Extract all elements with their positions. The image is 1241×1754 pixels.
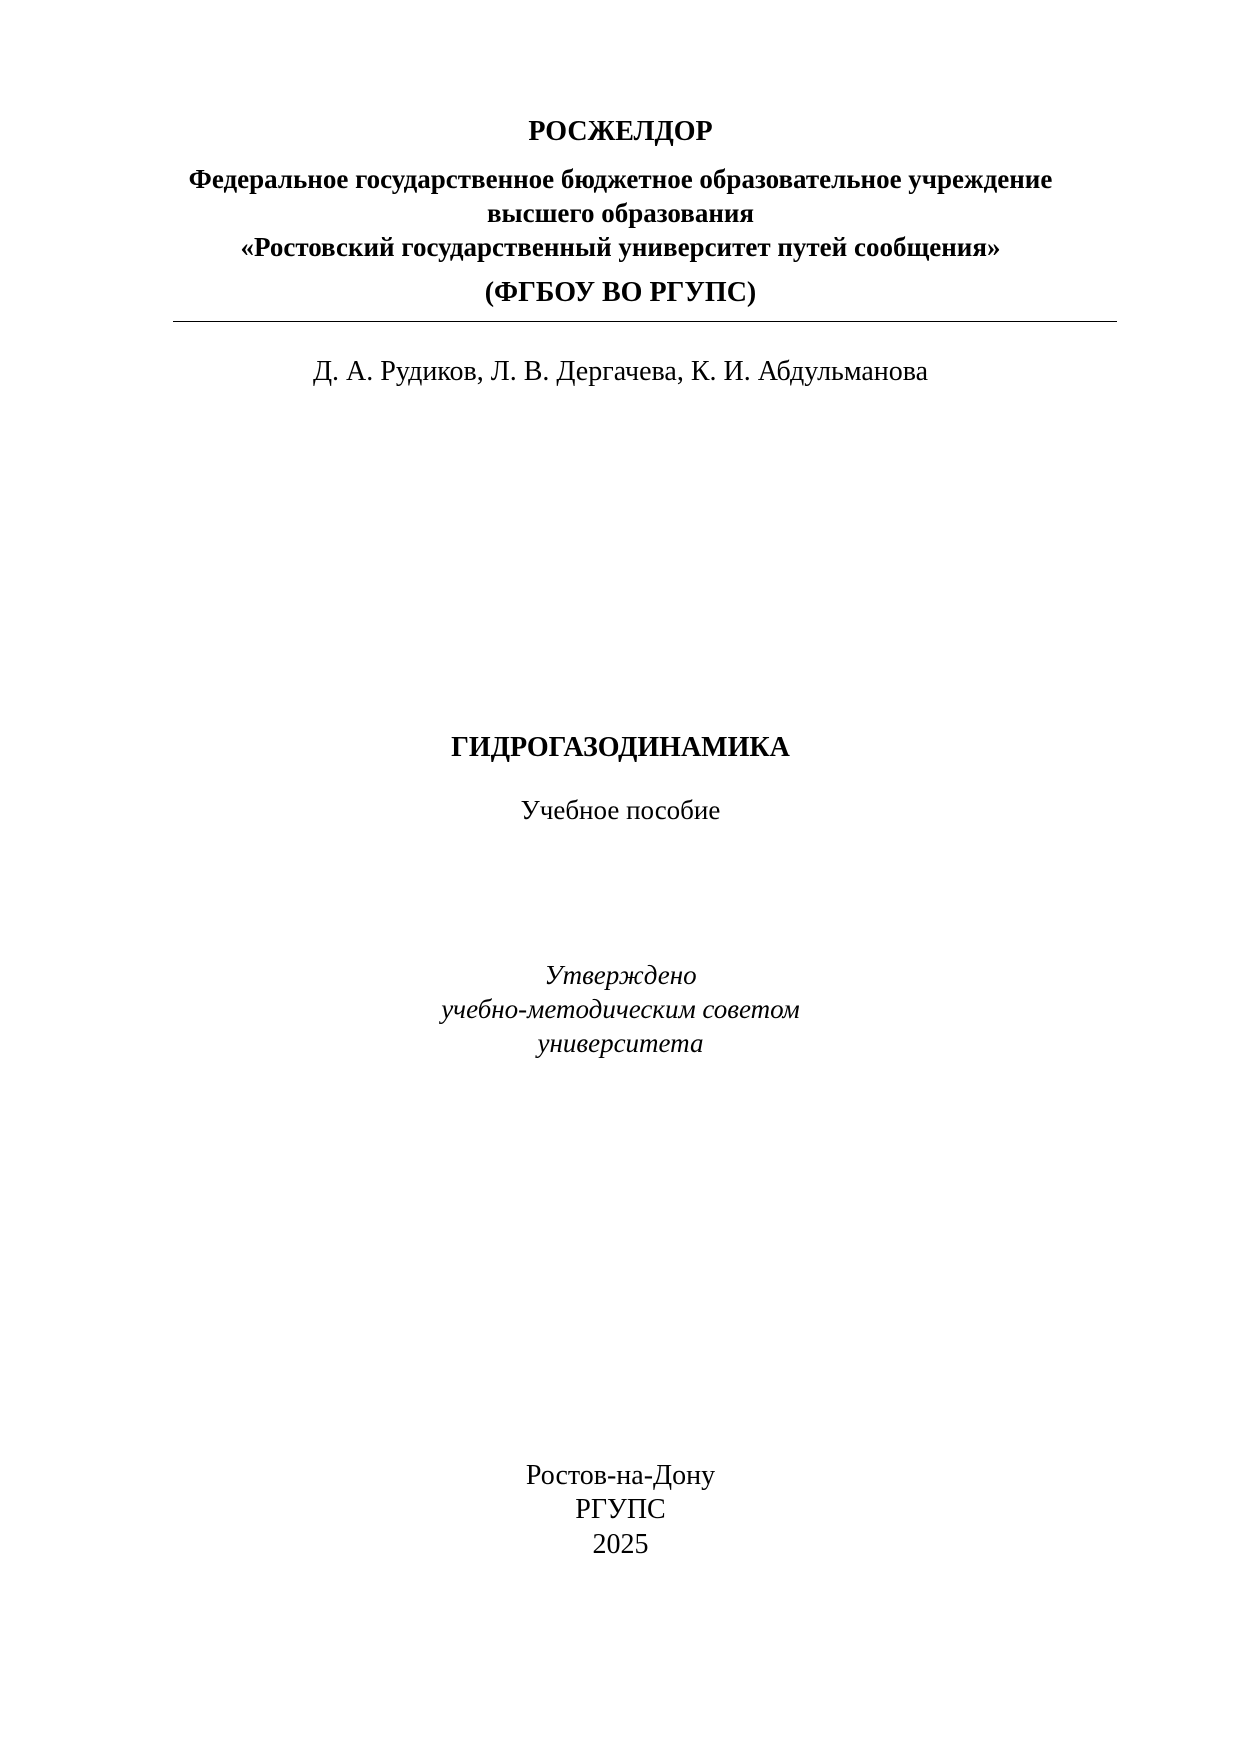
organization-full-name-line-2: высшего образования <box>486 198 755 228</box>
approval-line-3: университета <box>537 1028 704 1058</box>
organization-abbreviation: (ФГБОУ ВО РГУПС) <box>484 277 757 308</box>
organization-short-name: РОСЖЕЛДОР <box>528 116 713 147</box>
imprint-year: 2025 <box>592 1529 649 1560</box>
document-title: ГИДРОГАЗОДИНАМИКА <box>451 732 790 763</box>
authors: Д. А. Рудиков, Л. В. Дергачева, К. И. Абдульманова <box>312 356 929 387</box>
imprint-city: Ростов-на-Дону <box>525 1460 716 1491</box>
imprint-publisher: РГУПС <box>575 1494 666 1525</box>
approval-line-1: Утверждено <box>544 960 697 990</box>
organization-full-name-line-1: Федеральное государственное бюджетное образовательное учреждение <box>188 164 1053 194</box>
organization-full-name-line-3: «Ростовский государственный университет путей сообщения» <box>240 232 1001 262</box>
header-divider <box>173 321 1117 322</box>
document-subtitle: Учебное пособие <box>520 795 721 825</box>
approval-line-2: учебно-методическим советом <box>441 994 800 1024</box>
